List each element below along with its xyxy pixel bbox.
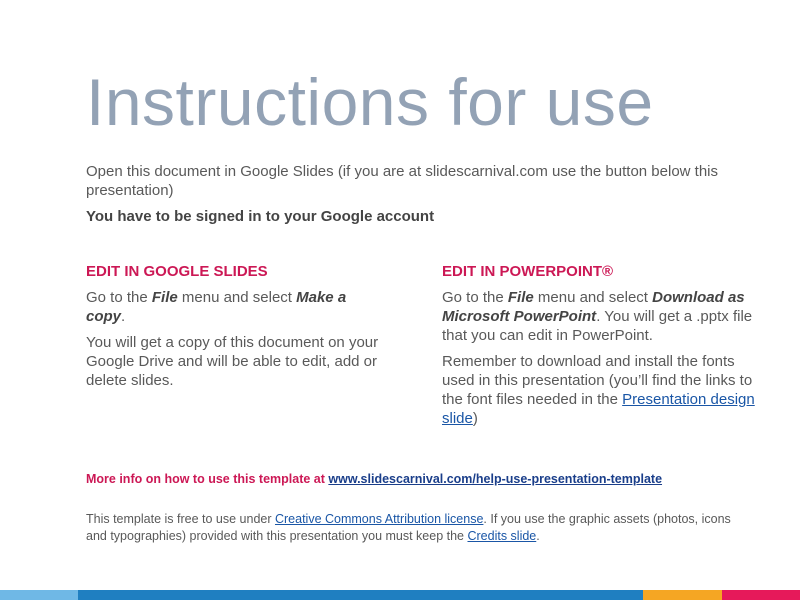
file-menu-label: File [151, 289, 178, 306]
text-run: Go to the [442, 289, 508, 306]
google-slides-section [86, 262, 386, 397]
text-run: ) [472, 410, 478, 427]
text-run: . [121, 308, 126, 325]
text-run: . You will get a .pptx file that you can edit in PowerPoint. [442, 308, 753, 344]
footer-bar-light-blue [0, 590, 78, 600]
file-menu-label: File [507, 289, 534, 306]
more-info [86, 472, 662, 486]
powerpoint-step [442, 288, 762, 345]
download-label: Download as Microsoft PowerPoint [442, 289, 745, 325]
powerpoint-section [442, 262, 762, 435]
help-template-link[interactable]: www.slidescarnival.com/help-use-presentation-template [328, 472, 663, 486]
more-info-text: More info on how to use this template at [86, 472, 329, 486]
intro-line: Open this document in Google Slides (if you are at slidescarnival.com use the button below this presentation) [86, 163, 719, 199]
page-title: Instructions for use [86, 65, 654, 139]
text-run: menu and select [177, 289, 297, 306]
footer-bar-pink [722, 590, 800, 600]
text-run: . If you use the graphic assets (photos, icons and typographies) provided with this presentation you must keep the [86, 512, 731, 543]
text-run: . [536, 529, 540, 543]
google-slides-heading: EDIT IN GOOGLE SLIDES [86, 263, 268, 280]
text-run: menu and select [533, 289, 653, 306]
footer-bar-orange [643, 590, 722, 600]
text-run: This template is free to use under [86, 512, 275, 526]
google-slides-result: You will get a copy of this document on your Google Drive and will be able to edit, add or delete slides. [86, 334, 379, 389]
footer-bar-blue [78, 590, 643, 600]
license-note [86, 511, 746, 545]
make-copy-label: Make a copy [86, 289, 347, 325]
powerpoint-fonts-note [442, 352, 762, 428]
text-run: Remember to download and install the fonts used in this presentation (you’ll find the links to the font files needed in the [442, 353, 753, 408]
powerpoint-heading: EDIT IN POWERPOINT® [442, 263, 614, 280]
intro-signin-note: You have to be signed in to your Google account [86, 208, 435, 225]
credits-slide-link[interactable]: Credits slide [467, 529, 537, 543]
presentation-design-slide-link[interactable]: Presentation design slide [442, 391, 755, 427]
google-slides-step [86, 288, 386, 326]
intro [86, 162, 736, 233]
creative-commons-link[interactable]: Creative Commons Attribution license [274, 512, 484, 526]
text-run: Go to the [86, 289, 152, 306]
